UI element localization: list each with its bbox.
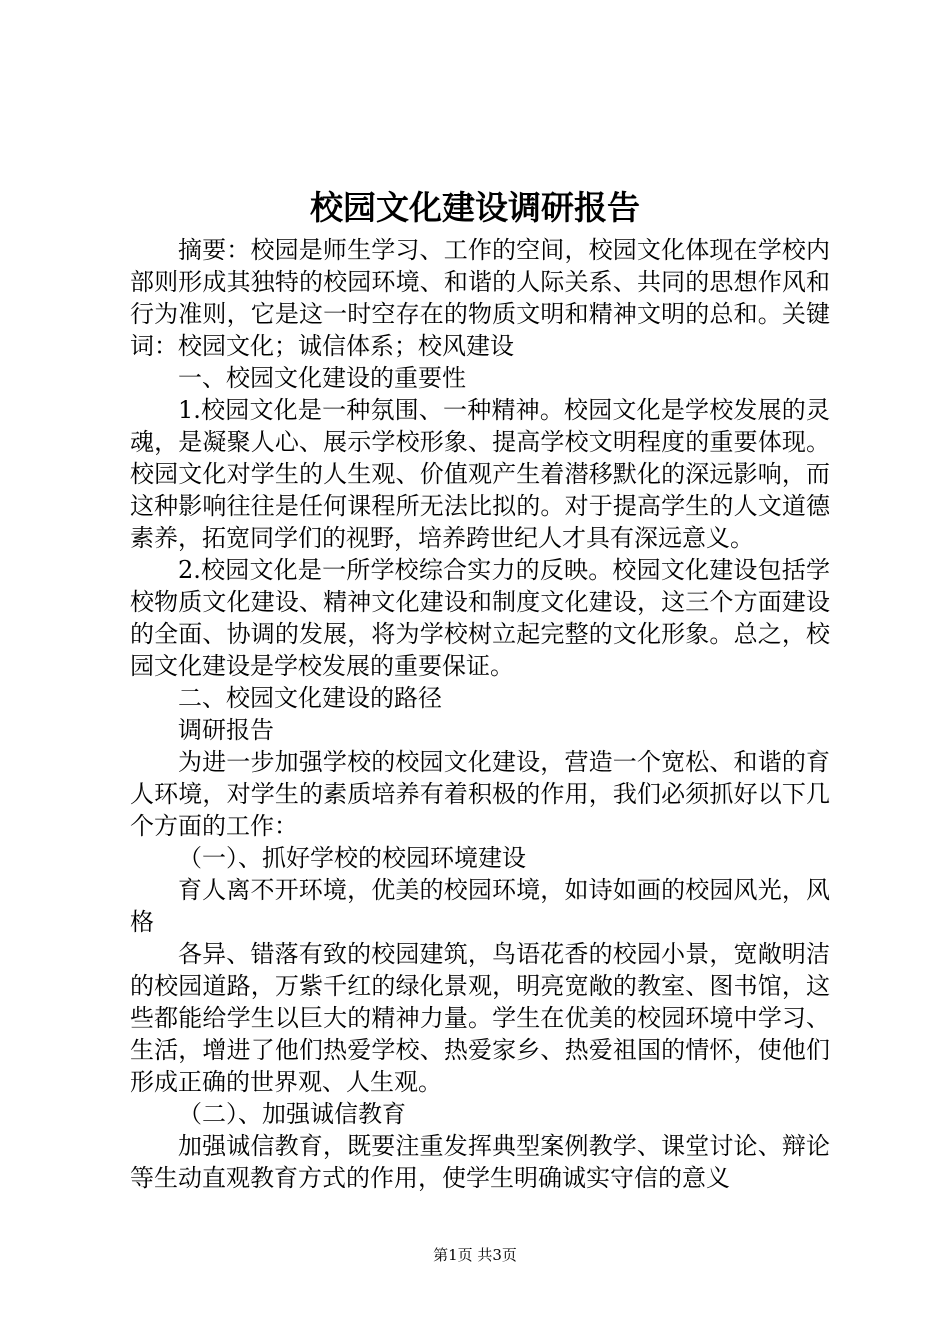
body-paragraph: 1.校园文化是一种氛围、一种精神。校园文化是学校发展的灵魂，是凝聚人心、展示学校形象、提高学校文明程度的重要体现。校园文化对学生的人生观、价值观产生着潜移默化的深远影响，而这种影响往往是任何课程所无法比拟的。对于提高学生的人文道德素养，拓宽同学们的视野，培养跨世纪人才具有深远意义。 — [130, 396, 830, 552]
body-paragraph: 调研报告 — [178, 716, 274, 744]
document-title: 校园文化建设调研报告 — [310, 188, 640, 227]
section-heading-2: 二、校园文化建设的路径 — [178, 684, 442, 712]
subsection-heading-2: （二）、加强诚信教育 — [178, 1100, 406, 1128]
section-heading-1: 一、校园文化建设的重要性 — [178, 364, 466, 392]
document-body — [130, 234, 830, 1194]
page-footer: 第1页 共3页 — [433, 1246, 517, 1264]
body-paragraph: 2.校园文化是一所学校综合实力的反映。校园文化建设包括学校物质文化建设、精神文化建设和制度文化建设，这三个方面建设的全面、协调的发展，将为学校树立起完整的文化形象。总之，校园文化建设是学校发展的重要保证。 — [130, 556, 830, 680]
subsection-heading-1: （一）、抓好学校的校园环境建设 — [178, 844, 526, 872]
body-paragraph: 为进一步加强学校的校园文化建设，营造一个宽松、和谐的育人环境，对学生的素质培养有着积极的作用，我们必须抓好以下几个方面的工作： — [130, 748, 830, 840]
abstract-paragraph: 摘要：校园是师生学习、工作的空间，校园文化体现在学校内部则形成其独特的校园环境、和谐的人际关系、共同的思想作风和行为准则，它是这一时空存在的物质文明和精神文明的总和。关键词：校园文化；诚信体系；校风建设 — [130, 236, 830, 360]
body-paragraph: 各异、错落有致的校园建筑，鸟语花香的校园小景，宽敞明洁的校园道路，万紫千红的绿化景观，明亮宽敞的教室、图书馆，这些都能给学生以巨大的精神力量。学生在优美的校园环境中学习、生活，增进了他们热爱学校、热爱家乡、热爱祖国的情怀，使他们形成正确的世界观、人生观。 — [130, 940, 830, 1096]
body-paragraph: 加强诚信教育，既要注重发挥典型案例教学、课堂讨论、辩论等生动直观教育方式的作用，使学生明确诚实守信的意义 — [130, 1132, 830, 1192]
body-paragraph: 育人离不开环境，优美的校园环境，如诗如画的校园风光，风格 — [130, 876, 830, 936]
